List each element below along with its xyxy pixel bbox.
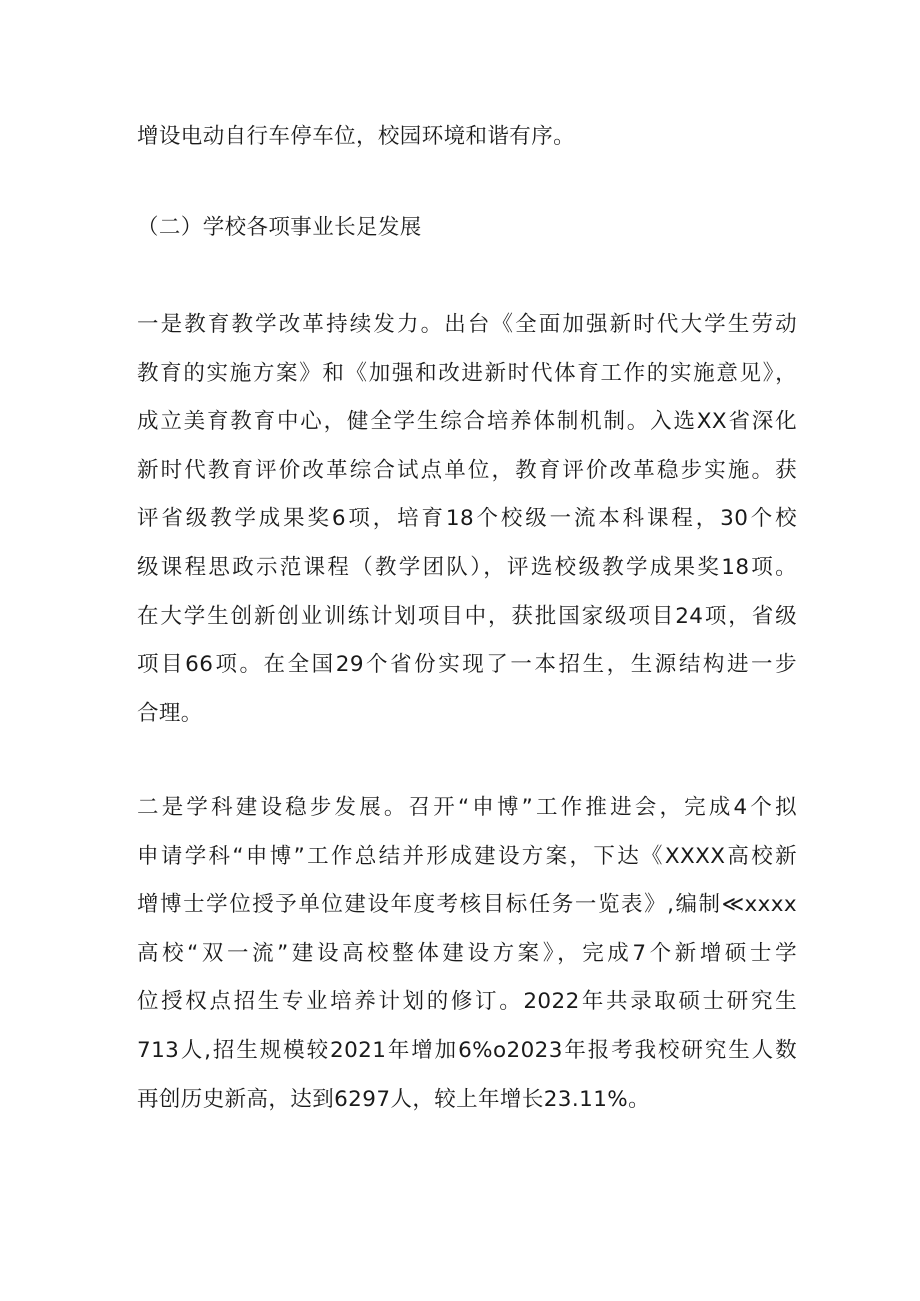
text-line: 合理。 xyxy=(137,700,203,726)
text-line: 级课程思政示范课程（教学团队），评选校级教学成果奖18项。 xyxy=(137,554,797,580)
text-line: 成立美育教育中心，健全学生综合培养体制机制。入选XX省深化 xyxy=(137,409,797,435)
text-line: 一是教育教学改革持续发力。出台《全面加强新时代大学生劳动 xyxy=(137,312,797,337)
text-line: 评省级教学成果奖6项，培育18个校级一流本科课程，30个校 xyxy=(137,506,797,532)
text-line: 高校“双一流”建设高校整体建设方案》，完成7个新增硕士学 xyxy=(137,940,797,966)
paragraph-education-reform xyxy=(137,301,797,738)
text-line: 二是学科建设稳步发展。召开“申博”工作推进会，完成4个拟 xyxy=(137,795,797,820)
text-line: 位授权点招生专业培养计划的修订。2022年共录取硕士研究生 xyxy=(137,989,797,1015)
text-line: 申请学科“申博”工作总结并形成建设方案，下达《XXXX高校新 xyxy=(137,843,797,869)
text-line: 在大学生创新创业训练计划项目中，获批国家级项目24项，省级 xyxy=(137,603,797,629)
text-line: 增博士学位授予单位建设年度考核目标任务一览表》,编制≪xxxx xyxy=(137,892,797,918)
paragraph-discipline-construction xyxy=(137,784,797,1124)
text-line: 713人,招生规模较2021年增加6%o2023年报考我校研究生人数 xyxy=(137,1037,797,1063)
text-line: 增设电动自行车停车位，校园环境和谐有序。 xyxy=(137,124,576,149)
text-line: 新时代教育评价改革综合试点单位，教育评价改革稳步实施。获 xyxy=(137,457,797,483)
intro-paragraph xyxy=(137,113,797,162)
text-line: 项目66项。在全国29个省份实现了一本招生，生源结构进一步 xyxy=(137,652,797,678)
text-line: 再创历史新高，达到6297人，较上年增长23.11%。 xyxy=(137,1086,650,1112)
text-line: 教育的实施方案》和《加强和改进新时代体育工作的实施意见》， xyxy=(137,360,797,386)
section-heading: （二）学校各项事业长足发展 xyxy=(137,215,422,240)
